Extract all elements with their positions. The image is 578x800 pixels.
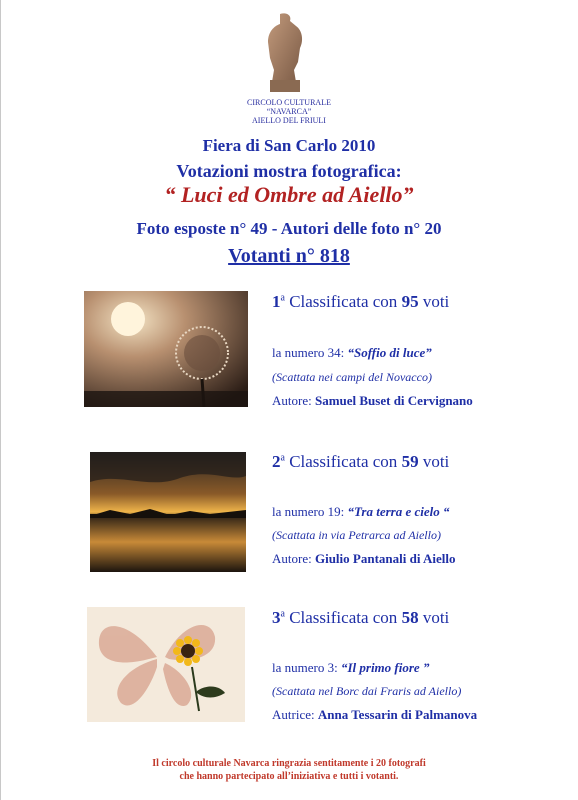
rank-1-votes: 95 [401,292,419,311]
entry-2-number-label: la numero 19: [272,504,348,519]
entry-3-number-label: la numero 3: [272,660,341,675]
rank-2-votes: 59 [401,452,419,471]
entry-1-author: Samuel Buset di Cervignano [314,393,473,408]
subtitle: Votazioni mostra fotografica: [176,161,402,181]
org-line-3: AIELLO DEL FRIULI [252,116,326,125]
rank-2-number: 2 [272,452,281,471]
org-line-1: CIRCOLO CULTURALE [247,98,331,107]
rank-3-heading [272,608,449,628]
event-title: Fiera di San Carlo 2010 [202,136,376,155]
rank-2-votes-suffix: voti [418,452,450,471]
rank-1-heading [272,292,449,312]
photo-il-primo-fiore [87,607,245,722]
entry-2-note: (Scattata in via Petrarca ad Aiello) [272,528,441,542]
entry-2-title: “Tra terra e cielo “ [347,504,450,519]
entry-1-note: (Scattata nei campi del Novacco) [272,370,432,384]
entry-3-author: Anna Tessarin di Palmanova [317,707,478,722]
entry-1-number-line [272,345,432,361]
rank-3-sup: a [280,608,285,620]
statue-logo [262,12,308,94]
entry-2-number-line [272,504,450,520]
thanks-line-2: che hanno partecipato all’iniziativa e tutti i votanti. [179,771,399,782]
photo-soffio-di-luce [84,291,248,407]
rank-3-votes: 58 [401,608,419,627]
org-line-2: “NAVARCA” [266,107,312,116]
rank-2-heading [272,452,449,472]
rank-2-text: Classificata con [284,452,402,471]
rank-1-votes-suffix: voti [418,292,450,311]
rank-2-sup: a [280,452,285,464]
entry-1-number-label: la numero 34: [272,345,348,360]
stats-line: Foto esposte n° 49 - Autori delle foto n° 20 [136,219,442,238]
rank-3-number: 3 [272,608,281,627]
entry-2-author: Giulio Pantanali di Aiello [314,551,456,566]
entry-2-author-label: Autore: [272,551,315,566]
entry-1-title: “Soffio di luce” [347,345,432,360]
voters-count: Votanti n° 818 [228,245,350,267]
entry-3-author-label: Autrice: [272,707,318,722]
photo-tra-terra-e-cielo [90,452,246,572]
exhibit-title: “ Luci ed Ombre ad Aiello” [164,182,414,207]
rank-1-text: Classificata con [284,292,402,311]
rank-1-sup: a [280,292,285,304]
thanks-line-1: Il circolo culturale Navarca ringrazia sentitamente i 20 fotografi [152,758,426,769]
entry-1-author-line [272,393,473,409]
rank-1-number: 1 [272,292,281,311]
rank-3-text: Classificata con [284,608,402,627]
entry-1-author-label: Autore: [272,393,315,408]
entry-3-note: (Scattata nel Borc dai Fraris ad Aiello) [272,684,462,698]
entry-3-number-line [272,660,429,676]
rank-3-votes-suffix: voti [418,608,450,627]
entry-2-author-line [272,551,455,567]
entry-3-author-line [272,707,477,723]
entry-3-title: “Il primo fiore ” [340,660,430,675]
